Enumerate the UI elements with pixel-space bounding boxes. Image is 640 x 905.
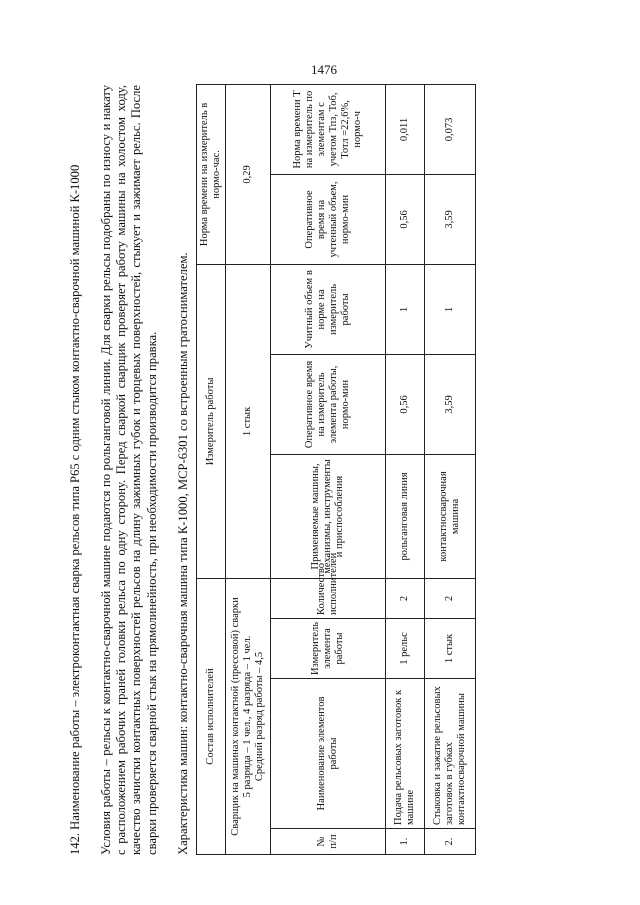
row-unit: 1 стык <box>425 619 476 679</box>
norm-table <box>196 84 476 855</box>
norm-time-header: Норма времени Т на измеритель по элементам с учетом Тпз, Тоб, Тотл =22,6%, нормо-ч <box>271 84 386 174</box>
row-op-time-total: 0,56 <box>386 174 425 264</box>
machine-characteristics: Характеристика машин: контактно-сварочная машина типа К-1000, МСР-6301 со встроенным гратоснимателем. <box>176 252 190 855</box>
row-num: 1. <box>386 829 425 855</box>
row-workers: 2 <box>386 578 425 618</box>
summary-row <box>226 84 271 854</box>
row-machines: рольганговая линия <box>386 454 425 578</box>
crew-line-2: 5 разряда – 1 чел., 4 разряда – 1 чел. <box>242 635 253 798</box>
unit-header: Измеритель элемента работы <box>271 619 386 679</box>
row-num: 2. <box>425 829 476 855</box>
table-row <box>386 84 425 854</box>
row-machines: контактносварочная машина <box>425 454 476 578</box>
row-volume: 1 <box>425 264 476 354</box>
row-volume: 1 <box>386 264 425 354</box>
row-name: Подача рельсовых заготовок к машине <box>386 679 425 829</box>
op-time-header: Оперативное время на измеритель элемента работы, нормо-мин <box>271 354 386 454</box>
row-op-time: 0,56 <box>386 354 425 454</box>
summary-header-row <box>197 84 226 854</box>
row-op-time-total: 3,59 <box>425 174 476 264</box>
rotated-page <box>60 85 590 855</box>
crew-cell <box>226 578 271 854</box>
volume-header: Учитный объем в норме на измеритель работы <box>271 264 386 354</box>
name-header: Наименование элементов работы <box>271 679 386 829</box>
crew-line-1: Сварщик на машинах контактной (прессовой) сварки <box>230 597 241 836</box>
row-name: Стыковка и зажатие рельсовых заготовок в губках контактносварочной машины <box>425 679 476 829</box>
table-row <box>425 84 476 854</box>
workers-header: Количество исполнителей <box>271 578 386 618</box>
row-op-time: 3,59 <box>425 354 476 454</box>
crew-header: Состав исполнителей <box>197 578 226 854</box>
norm-header: Норма времени на измеритель в нормо-час. <box>197 84 226 264</box>
row-norm-time: 0,011 <box>386 84 425 174</box>
machines-header: Применяемые машины, механизмы, инструменты и приспособления <box>271 454 386 578</box>
crew-line-3: Средний разряд работы – 4,5 <box>254 651 265 782</box>
num-header: № п/п <box>271 829 386 855</box>
detail-header-row <box>271 84 386 854</box>
work-conditions: Условия работы – рельсы к контактно-сварочной машине подаются по рольганговой линии. Для сварки рельсы подобраны по износу и накату с расположением рабочих граней головки рельса по одну сторону. Перед сваркой сварщик проверяет работу машины на холостом ходу, качество зачистки контактных поверхностей рельсов на длину зажимных губок и торцевых поверхностей, стыкует и зажимает рельс. После сварки проверяется сварной стык на прямолинейность, при необходимости производится правка. <box>99 85 159 855</box>
row-unit: 1 рельс <box>386 619 425 679</box>
row-workers: 2 <box>425 578 476 618</box>
page-number: 1476 <box>311 62 337 77</box>
row-norm-time: 0,073 <box>425 84 476 174</box>
op-time-total-header: Оперативное время на учтенный объем, нормо-мин <box>271 174 386 264</box>
measure-cell: 1 стык <box>226 264 271 578</box>
landscape-content <box>60 85 590 855</box>
norm-cell: 0,29 <box>226 84 271 264</box>
work-title: 142. Наименование работы – электроконтактная сварка рельсов типа Р65 с одним стыком контактно-сварочной машиной К-1000 <box>68 164 82 855</box>
measure-header: Измеритель работы <box>197 264 226 578</box>
